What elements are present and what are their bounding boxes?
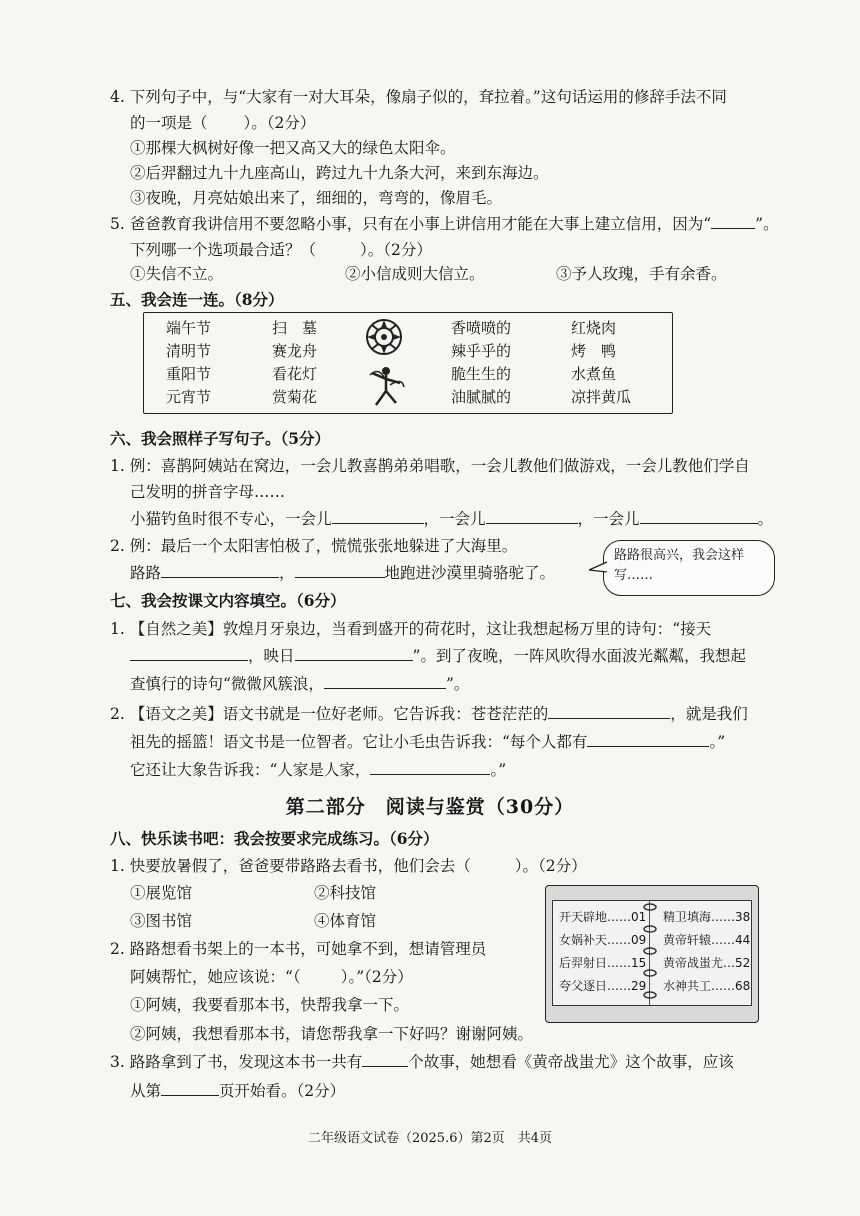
custom-item[interactable]: 看花灯: [272, 365, 318, 383]
toc-entry: 夸父逐日……29: [559, 979, 647, 993]
q5-option-2: ②小信成则大信立。: [345, 265, 485, 283]
s8-q3: 3. 路路拿到了书，发现这本书一共有 个故事，她想看《黄帝战蚩尤》这个故事，应该: [110, 1053, 734, 1071]
speech-bubble-tail-icon: [589, 560, 607, 574]
custom-item[interactable]: 扫 墓: [272, 319, 318, 337]
s7-q1-cont2: 查慎行的诗句“微微风簇浪， ”。: [130, 675, 470, 693]
s6-example-1-cont: 己发明的拼音字母……: [130, 483, 286, 501]
toc-entry: 黄帝战蚩尤…52: [663, 956, 751, 970]
answer-blank[interactable]: [324, 674, 446, 689]
s7-q1-cont: ，映日 ”。到了夜晚，一阵风吹得水面波光粼粼，我想起: [130, 645, 746, 667]
s8-q1-option: ③图书馆: [130, 912, 193, 930]
festival-item[interactable]: 清明节: [166, 342, 212, 360]
festival-item[interactable]: 重阳节: [166, 365, 212, 383]
q5-stem: 5. 爸爸教育我讲信用不要忽略小事，只有在小事上讲信用才能在大事上建立信用，因为“ ”。: [110, 215, 779, 233]
section6-title: 六、我会照样子写句子。（5分）: [110, 429, 331, 448]
s8-q1-option: ②科技馆: [314, 884, 377, 902]
s8-q3-cont: 从第 页开始看。（2分）: [130, 1082, 346, 1100]
s8-q1-option: ④体育馆: [314, 912, 377, 930]
answer-blank[interactable]: [295, 563, 385, 578]
q4-stem: 4. 下列句子中，与“大家有一对大耳朵，像扇子似的，耷拉着。”这句话运用的修辞手法不同: [110, 88, 727, 106]
speech-bubble-text: 路路很高兴，我会这样写……: [614, 548, 745, 583]
answer-blank[interactable]: [295, 646, 413, 661]
toc-entry: 女娲补天……09: [559, 933, 647, 947]
s7-q2: 2. 【语文之美】语文书就是一位好老师。它告诉我：苍苍茫茫的 ，就是我们: [110, 705, 748, 723]
s8-q1: 1. 快要放暑假了，爸爸要带路路去看书，他们会去（ ）。（2分）: [110, 857, 587, 875]
custom-item[interactable]: 赏菊花: [272, 388, 318, 406]
answer-blank[interactable]: [332, 509, 424, 524]
speech-bubble: [603, 540, 775, 596]
dish-item[interactable]: 烤 鸭: [571, 342, 617, 360]
answer-blank[interactable]: [130, 646, 248, 661]
s8-q2-option-2: ②阿姨，我想看那本书，请您帮我拿一下好吗？谢谢阿姨。: [130, 1025, 534, 1043]
paper-cut-dancer-icon: [366, 363, 406, 409]
page-footer: 二年级语文试卷（2025.6）第2页 共4页: [307, 1131, 553, 1146]
toc-entry: 水神共工……68: [663, 979, 751, 993]
toc-entry: 后羿射日……15: [559, 956, 647, 970]
q5-option-1: ①失信不立。: [130, 265, 224, 283]
toc-entry: 黄帝轩辕……44: [663, 933, 751, 947]
book-contents-page: [552, 900, 752, 1006]
s6-prompt-2: 路路 ， 地跑进沙漠里骑骆驼了。: [130, 564, 556, 582]
answer-blank[interactable]: [370, 760, 490, 775]
q5-stem-cont: 下列哪一个选项最合适？（ ）。（2分）: [130, 241, 432, 259]
s8-q2-option-1: ①阿姨，我要看那本书，快帮我拿一下。: [130, 996, 410, 1014]
section8-title: 八、快乐读书吧：我会按要求完成练习。（6分）: [110, 829, 439, 848]
answer-blank[interactable]: [640, 509, 758, 524]
taste-item[interactable]: 香喷喷的: [451, 319, 512, 337]
festival-item[interactable]: 端午节: [166, 319, 212, 337]
s7-q2-cont2: 它还让大象告诉我：“人家是人家， 。”: [130, 761, 507, 779]
q5-option-3: ③予人玫瑰，手有余香。: [556, 265, 727, 283]
q4-option-2: ②后羿翻过九十九座高山，跨过九十九条大河，来到东海边。: [130, 164, 549, 182]
section7-title: 七、我会按课文内容填空。（6分）: [110, 591, 346, 610]
answer-blank[interactable]: [486, 509, 578, 524]
s8-q2: 2. 路路想看书架上的一本书，可她拿不到，想请管理员: [110, 940, 487, 958]
s6-prompt-1: 小猫钓鱼时很不专心，一会儿 ，一会儿 ，一会儿 。: [130, 510, 774, 528]
paper-cut-flower-icon: [364, 317, 404, 357]
section5-title: 五、我会连一连。（8分）: [110, 290, 284, 309]
book-contents-illustration: [545, 885, 759, 1023]
taste-item[interactable]: 油腻腻的: [451, 388, 512, 406]
answer-blank[interactable]: [587, 732, 709, 747]
q4-stem-cont: 的一项是（ ）。（2分）: [130, 114, 316, 132]
answer-blank[interactable]: [161, 563, 279, 578]
dish-item[interactable]: 红烧肉: [571, 319, 617, 337]
dish-item[interactable]: 凉拌黄瓜: [571, 388, 632, 406]
q5-blank[interactable]: [711, 214, 755, 229]
s8-q1-option: ①展览馆: [130, 884, 193, 902]
toc-entry: 开天辟地……01: [559, 910, 647, 924]
s6-example-2: 2. 例：最后一个太阳害怕极了，慌慌张张地躲进了大海里。: [110, 537, 518, 555]
dish-item[interactable]: 水煮鱼: [571, 365, 617, 383]
q4-option-1: ①那棵大枫树好像一把又高又大的绿色太阳伞。: [130, 139, 456, 157]
matching-box: [143, 312, 673, 414]
toc-entry: 精卫填海……38: [663, 910, 751, 924]
taste-item[interactable]: 辣乎乎的: [451, 342, 512, 360]
custom-item[interactable]: 赛龙舟: [272, 342, 318, 360]
answer-blank[interactable]: [161, 1081, 219, 1096]
part2-title: 第二部分 阅读与鉴赏（30分）: [285, 796, 575, 818]
q4-option-3: ③夜晚，月亮姑娘出来了，细细的，弯弯的，像眉毛。: [130, 189, 503, 207]
answer-blank[interactable]: [548, 704, 670, 719]
s7-q1: 1. 【自然之美】敦煌月牙泉边，当看到盛开的荷花时，这让我想起杨万里的诗句：“接天: [110, 620, 712, 638]
festival-item[interactable]: 元宵节: [166, 388, 212, 406]
taste-item[interactable]: 脆生生的: [451, 365, 512, 383]
s7-q2-cont: 祖先的摇篮！语文书是一位智者。它让小毛虫告诉我：“每个人都有 。”: [130, 733, 726, 751]
s8-q2-cont: 阿姨帮忙，她应该说：“（ ）。”（2分）: [130, 968, 413, 986]
answer-blank[interactable]: [362, 1052, 408, 1067]
s6-example-1: 1. 例：喜鹊阿姨站在窝边，一会儿教喜鹊弟弟唱歌，一会儿教他们做游戏，一会儿教他们学自: [110, 457, 750, 475]
